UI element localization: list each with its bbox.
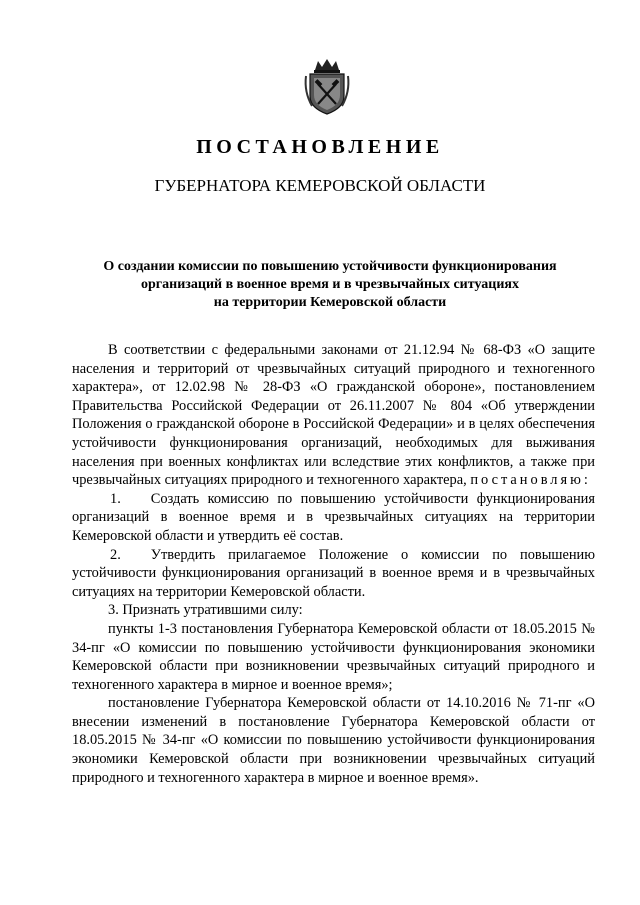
sub-item: постановление Губернатора Кемеровской области от 14.10.2016 № 71-пг «О внесении изменений в постановление Губернатора Кемеровской области от 18.05.2015 № 34-пг «О комиссии по повышению устойчивости функционирования экономики Кемеровской области при возникновении чрезвычайных ситуаций природного и техногенного характера в мирное и военное время». (72, 695, 595, 786)
kemerovo-coat-of-arms-icon (302, 58, 352, 116)
document-body (72, 341, 595, 787)
item-text: Создать комиссию по повышению устойчивости функционирования организаций в военное время и в чрезвычайных ситуациях на территории Кемеровской области и утвердить её состав. (72, 490, 595, 544)
preamble-text: В соответствии с федеральными законами от 21.12.94 № 68-ФЗ «О защите населения и территорий от чрезвычайных ситуаций природного и техногенного характера», от 12.02.98 № 28-ФЗ «О гражданской обороне», постановлением Правительства Российской Федерации от 26.11.2007 № 804 «Об утверждении Положения о гражданской обороне в Российской Федерации» и в целях обеспечения устойчивости функционирования организаций, необходимых для выживания населения при военных конфликтах или вследствие этих конфликтов, а также при чрезвычайных ситуациях природного и техногенного характера, (72, 342, 595, 489)
title-line: на территории Кемеровской области (213, 295, 447, 310)
document-type-heading: ПОСТАНОВЛЕНИЕ (196, 136, 444, 158)
sub-item: пункты 1-3 постановления Губернатора Кемеровской области от 18.05.2015 № 34-пг «О комиссии по повышению устойчивости функционирования экономики Кемеровской области при возникновении чрезвычайных ситуаций природного и техногенного характера в мирное и военное время»; (72, 620, 595, 693)
title-line: организаций в военное время и в чрезвычайных ситуациях (141, 277, 519, 292)
issuer-heading: ГУБЕРНАТОРА КЕМЕРОВСКОЙ ОБЛАСТИ (154, 176, 486, 195)
preamble-paragraph (72, 341, 595, 490)
list-item (72, 490, 595, 546)
item-number: 2. (110, 546, 121, 563)
item-number: 1. (110, 490, 121, 507)
list-item (72, 546, 595, 602)
list-item: 3. Признать утратившими силу: (108, 602, 303, 619)
item-text: Утвердить прилагаемое Положение о комиссии по повышению устойчивости функционирования организаций в военное время и в чрезвычайных ситуациях на территории Кемеровской области. (72, 546, 595, 600)
title-line: О создании комиссии по повышению устойчивости функционирования (103, 259, 557, 274)
document-title (70, 258, 590, 312)
decree-word: постановляю: (470, 472, 591, 489)
